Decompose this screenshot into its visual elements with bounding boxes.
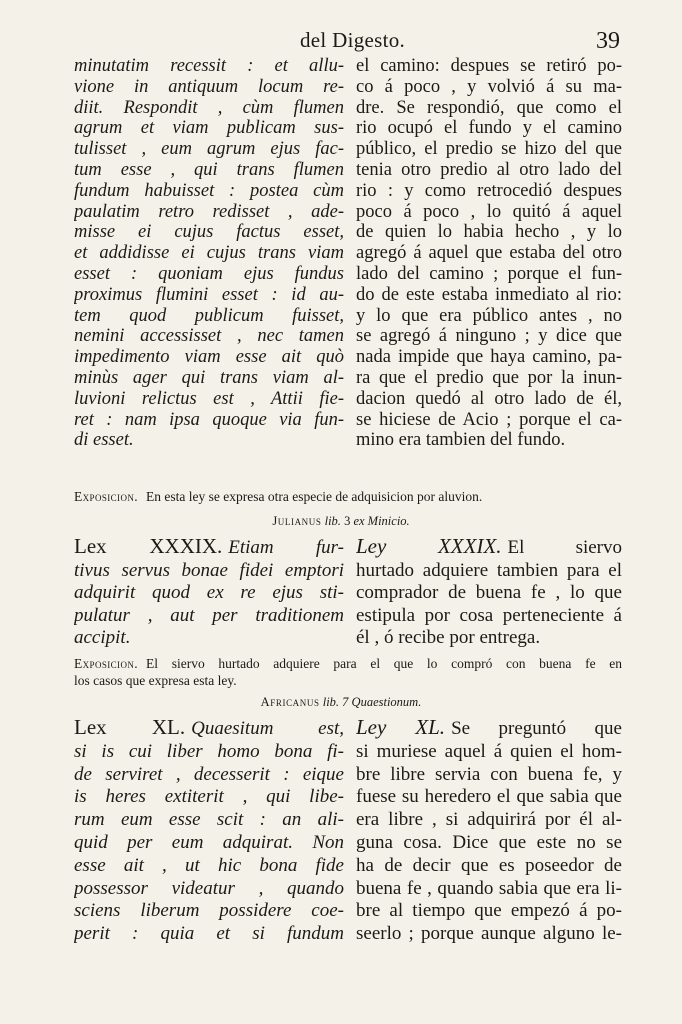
note-text: El siervo hurtado adquiere para el que lo compró con buena fe en	[146, 656, 622, 671]
spanish-line: bre al tiempo que empezó á po-	[356, 900, 622, 922]
spanish-line: era libre , si adquirirá por él al-	[356, 809, 622, 831]
latin-line: possessor videatur , quando	[74, 877, 344, 899]
spanish-line: Ley XL. Se preguntó que	[356, 716, 622, 739]
latin-line: agrum et viam publicam sus-	[74, 118, 344, 139]
page-number: 39	[596, 28, 620, 54]
running-head	[0, 26, 682, 60]
spanish-column	[356, 535, 622, 650]
spanish-line: rio ocupó el fundo y el camino	[356, 118, 622, 139]
spanish-line: poco á poco , lo quitó á aquel	[356, 201, 622, 222]
spanish-line: público, el predio se hizo del que	[356, 139, 622, 160]
latin-column	[74, 535, 344, 650]
spanish-line: co á poco , y volvió á su ma-	[356, 76, 622, 97]
latin-line: ret : nam ipsa quoque via fun-	[74, 409, 344, 430]
latin-line: sciens liberum possidere coe-	[74, 900, 344, 922]
spanish-line: de quien lo habia hecho , y lo	[356, 222, 622, 243]
spanish-line: ha de decir que es poseedor de	[356, 854, 622, 876]
latin-line: si is cui liber homo bona fi-	[74, 740, 344, 762]
latin-line: minutatim recessit : et allu-	[74, 56, 344, 76]
latin-line: Lex XL. Quaesitum est,	[74, 716, 344, 739]
spanish-line: do de este estaba inmediato al rio:	[356, 284, 622, 305]
spanish-line: dre. Se respondió, que como el	[356, 97, 622, 118]
latin-line: et addidisse ei cujus trans viam	[74, 243, 344, 264]
attribution-book: lib.	[324, 514, 341, 528]
latin-line: Lex XXXIX. Etiam fur-	[74, 535, 344, 558]
latin-line: fundum habuisset : postea cùm	[74, 180, 344, 201]
note-lead: Exposicion.	[74, 656, 139, 671]
spanish-line: ra que el predio que por la inun-	[356, 367, 622, 388]
latin-line: pulatur , aut per traditionem	[74, 604, 344, 626]
attribution-author: Julianus	[272, 514, 322, 528]
latin-line: misse ei cujus factus esset,	[74, 222, 344, 243]
latin-line: minùs ager qui trans viam al-	[74, 367, 344, 388]
text-columns-lex-xl	[74, 716, 622, 946]
spanish-line: el camino: despues se retiró po-	[356, 56, 622, 76]
lex-heading: Lex XL.	[74, 716, 186, 739]
latin-line: adquirit quod ex re ejus sti-	[74, 582, 344, 603]
spanish-line: hurtado adquiere tambien para el	[356, 559, 622, 581]
latin-line: paulatim retro redisset , ade-	[74, 201, 344, 222]
spanish-line: agregó á aquel que estaba del otro	[356, 243, 622, 264]
exposicion-note	[74, 655, 622, 689]
latin-line: di esset.	[74, 430, 134, 451]
spanish-line: él , ó recibe por entrega.	[356, 627, 541, 648]
latin-line: de serviret , decesserit : eique	[74, 763, 344, 785]
latin-line: perit : quia et si fundum	[74, 923, 344, 945]
lex-heading: Lex XXXIX.	[74, 535, 223, 558]
latin-line: tem quod publicum fuisset,	[74, 305, 344, 326]
attribution-number: 7	[342, 695, 349, 709]
latin-line: impedimento viam esse ait quò	[74, 347, 344, 368]
exposicion-note	[74, 488, 622, 505]
latin-column	[74, 716, 344, 946]
latin-line: nemini accessisset , nec tamen	[74, 326, 344, 347]
spanish-line: si muriese aquel á quien el hom-	[356, 740, 622, 762]
spanish-line: tenia otro predio al otro lado del	[356, 159, 622, 180]
spanish-column	[356, 716, 622, 946]
attribution-source: ex Minicio.	[353, 514, 410, 528]
text-columns-continuation	[74, 56, 622, 451]
spanish-line: se hiciese de Acio ; porque el ca-	[356, 409, 622, 430]
latin-line: proximus flumini esset : id au-	[74, 284, 344, 305]
attribution-book: lib.	[322, 695, 340, 709]
spanish-line: nada impide que haya camino, pa-	[356, 347, 622, 368]
latin-column	[74, 56, 344, 451]
latin-line: vione in antiquum locum re-	[74, 76, 344, 97]
spanish-line: lado del camino ; porque el fun-	[356, 263, 622, 284]
spanish-line: bre libre servia con buena fe, y	[356, 763, 622, 785]
latin-line: tivus servus bonae fidei emptori	[74, 559, 344, 581]
latin-line: luvioni relictus est , Attii fie-	[74, 388, 344, 409]
latin-line: tum esse , qui trans flumen	[74, 159, 344, 180]
latin-line: esse ait , ut hic bona fide	[74, 854, 344, 876]
latin-line: rum eum esse scit : an ali-	[74, 809, 344, 831]
spanish-line: comprador de buena fe , lo que	[356, 582, 622, 603]
source-attribution	[0, 695, 682, 710]
latin-line: quid per eum adquirat. Non	[74, 831, 344, 853]
running-title: del Digesto.	[300, 28, 406, 52]
spanish-line: fuese su heredero el que sabia que	[356, 786, 622, 808]
latin-line: tulisset , eum agrum ejus fac-	[74, 139, 344, 160]
spanish-line: buena fe , quando sabia que era li-	[356, 877, 622, 899]
spanish-line: rio : y como retrocedió despues	[356, 180, 622, 201]
note-text: En esta ley se expresa otra especie de adquisicion por aluvion.	[146, 489, 483, 504]
latin-line: esset : quoniam ejus fundus	[74, 263, 344, 284]
attribution-source: Quaestionum.	[351, 695, 422, 709]
source-attribution	[0, 514, 682, 529]
note-lead: Exposicion.	[74, 489, 139, 504]
ley-heading: Ley XXXIX.	[356, 535, 502, 558]
spanish-line: se agregó á ninguno ; y dice que	[356, 326, 622, 347]
text-columns-lex-xxxix	[74, 535, 622, 650]
spanish-line: y lo que era público antes , no	[356, 305, 622, 326]
note-text: los casos que expresa esta ley.	[74, 673, 237, 688]
spanish-line: dacion quedó al otro lado de él,	[356, 388, 622, 409]
attribution-author: Africanus	[260, 695, 320, 709]
spanish-line: estipula por cosa perteneciente á	[356, 604, 622, 626]
attribution-number: 3	[344, 514, 351, 528]
spanish-line: Ley XXXIX. El siervo	[356, 535, 622, 558]
spanish-line: mino era tambien del fundo.	[356, 430, 566, 451]
latin-line: is heres extiterit , qui libe-	[74, 786, 344, 808]
spanish-line: guna cosa. Dice que este no se	[356, 831, 622, 853]
spanish-column	[356, 56, 622, 451]
latin-line: accipit.	[74, 627, 131, 648]
latin-line: diit. Respondit , cùm flumen	[74, 97, 344, 118]
ley-heading: Ley XL.	[356, 716, 446, 739]
spanish-line: seerlo ; porque aunque alguno le-	[356, 923, 622, 945]
